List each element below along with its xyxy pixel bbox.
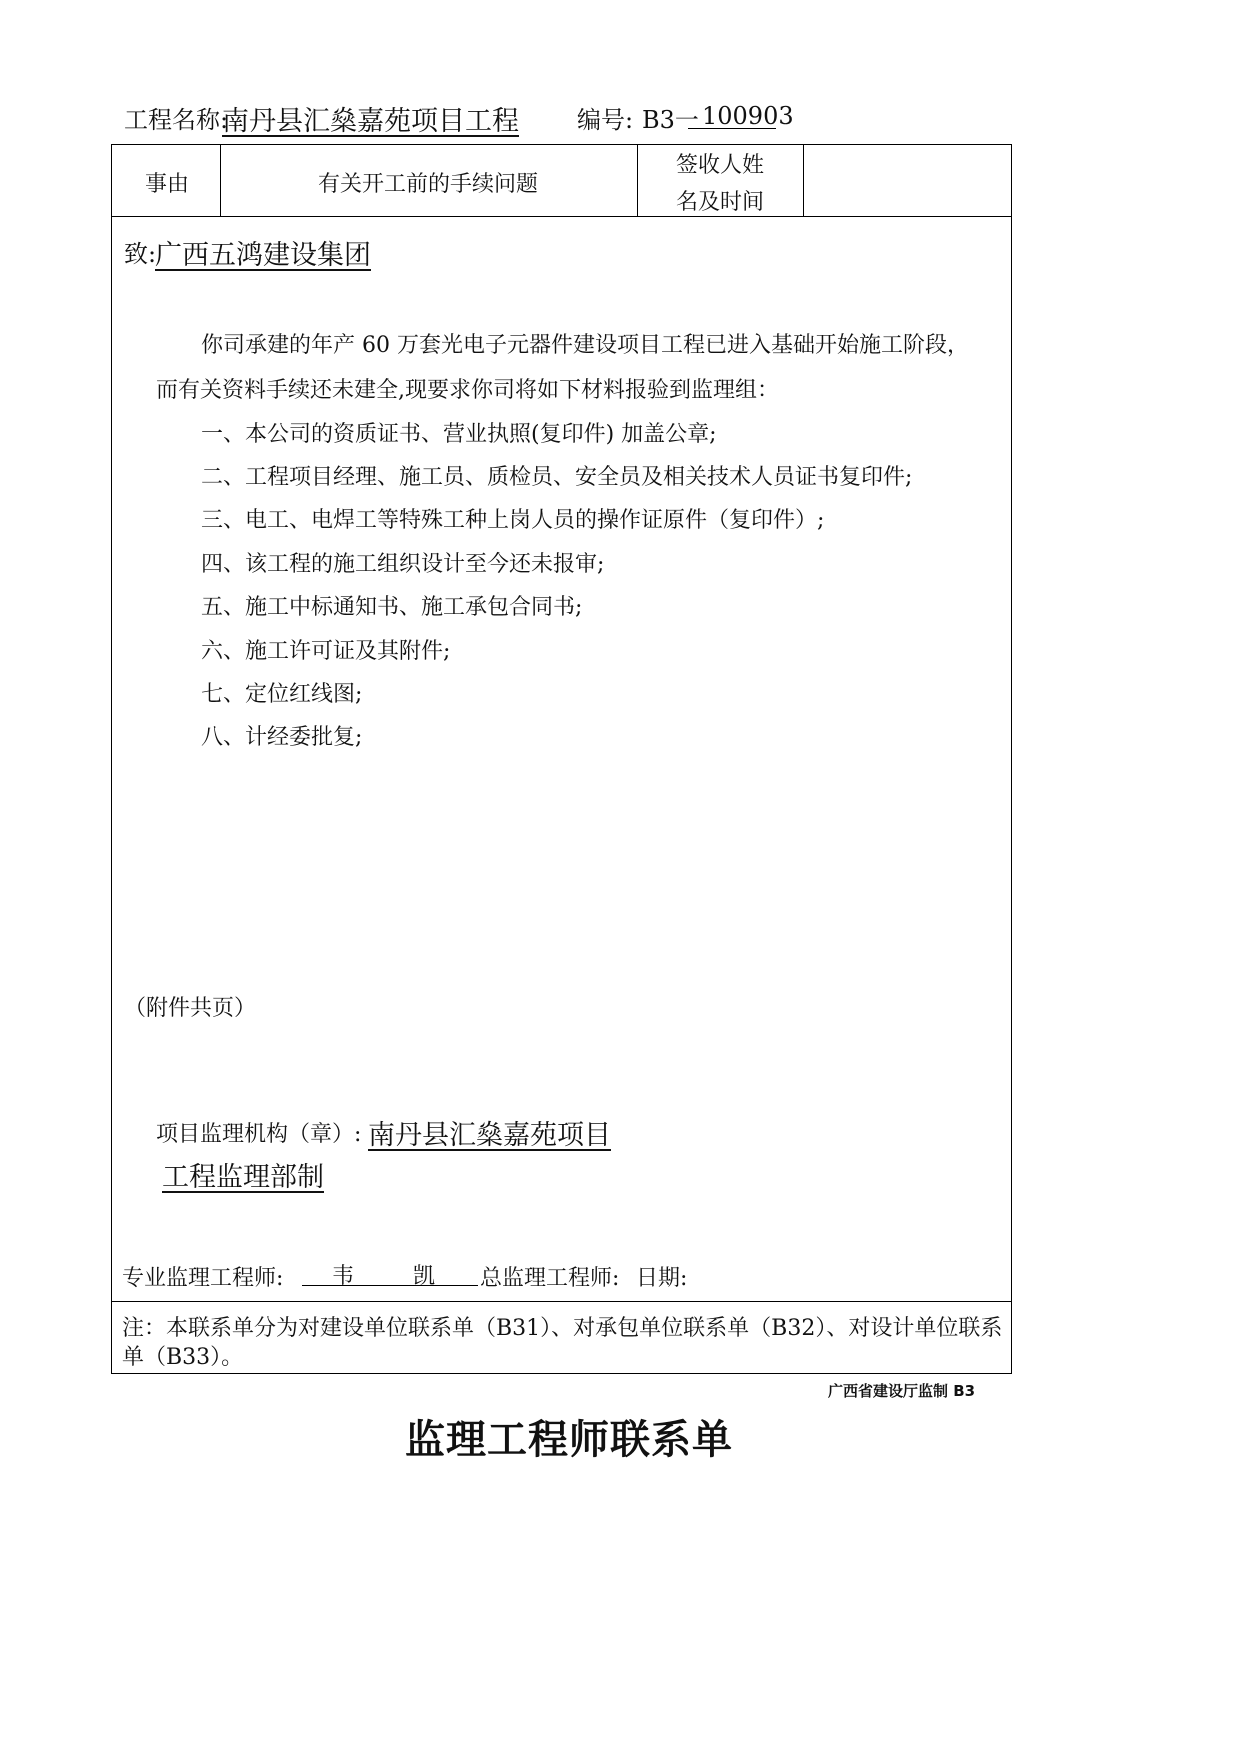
row1-bottom-border	[111, 216, 1012, 217]
intro-line2: 而有关资料手续还未建全,现要求你司将如下材料报验到监理组：	[156, 378, 779, 403]
org-name-line2: 工程监理部制	[162, 1162, 324, 1193]
table-left-border	[111, 144, 112, 1374]
engineer-label: 专业监理工程师:	[122, 1266, 284, 1291]
project-label: 工程名称:	[124, 106, 229, 134]
org-label: 项目监理机构（章）:	[156, 1122, 362, 1147]
signer-label-line2: 名及时间	[676, 190, 765, 215]
signer-label-line1: 签收人姓	[676, 153, 765, 178]
subject-value: 有关开工前的手续问题	[318, 172, 539, 197]
number-prefix: B3一	[642, 106, 699, 134]
list-item: 一、本公司的资质证书、营业执照(复印件) 加盖公章;	[201, 422, 717, 447]
engineer-name-field	[302, 1259, 478, 1289]
number-label: 编号:	[577, 106, 634, 134]
table-right-border	[1011, 144, 1012, 1374]
table-top-border	[111, 144, 1012, 145]
subject-label: 事由	[145, 172, 190, 197]
number-value: 100903	[702, 102, 794, 130]
date-label: 日期:	[636, 1266, 688, 1291]
issuer-label: 广西省建设厅监制 B3	[828, 1382, 976, 1400]
document-title: 监理工程师联系单	[405, 1417, 733, 1463]
row1-divider-3	[803, 144, 804, 216]
list-item: 六、施工许可证及其附件;	[201, 639, 451, 664]
list-item: 八、计经委批复;	[201, 725, 363, 750]
engineer-name: 韦 凯	[332, 1264, 461, 1289]
note-line1: 注：本联系单分为对建设单位联系单（B31）、对承包单位联系单（B32）、对设计单位联系	[122, 1316, 1003, 1341]
table-bottom-border	[111, 1373, 1012, 1374]
chief-label: 总监理工程师:	[480, 1266, 620, 1291]
row1-divider-2	[637, 144, 638, 216]
list-item: 七、定位红线图;	[201, 682, 363, 707]
org-name-line1: 南丹县汇燊嘉苑项目	[368, 1120, 611, 1151]
number-value-wrap	[688, 100, 794, 130]
list-item: 四、该工程的施工组织设计至今还未报审;	[201, 552, 605, 577]
list-item: 二、工程项目经理、施工员、质检员、安全员及相关技术人员证书复印件;	[201, 465, 913, 490]
list-item: 五、施工中标通知书、施工承包合同书;	[201, 595, 583, 620]
attachment-note: （附件共页）	[124, 996, 257, 1021]
to-label: 致:	[124, 240, 157, 268]
to-name: 广西五鸿建设集团	[155, 240, 371, 271]
row1-divider-1	[220, 144, 221, 216]
note-line2: 单（B33）。	[122, 1345, 244, 1370]
intro-line1: 你司承建的年产 60 万套光电子元器件建设项目工程已进入基础开始施工阶段，	[201, 333, 969, 358]
note-top-border	[111, 1301, 1012, 1302]
list-item: 三、电工、电焊工等特殊工种上岗人员的操作证原件（复印件）;	[201, 508, 825, 533]
project-name: 南丹县汇燊嘉苑项目工程	[222, 106, 519, 137]
